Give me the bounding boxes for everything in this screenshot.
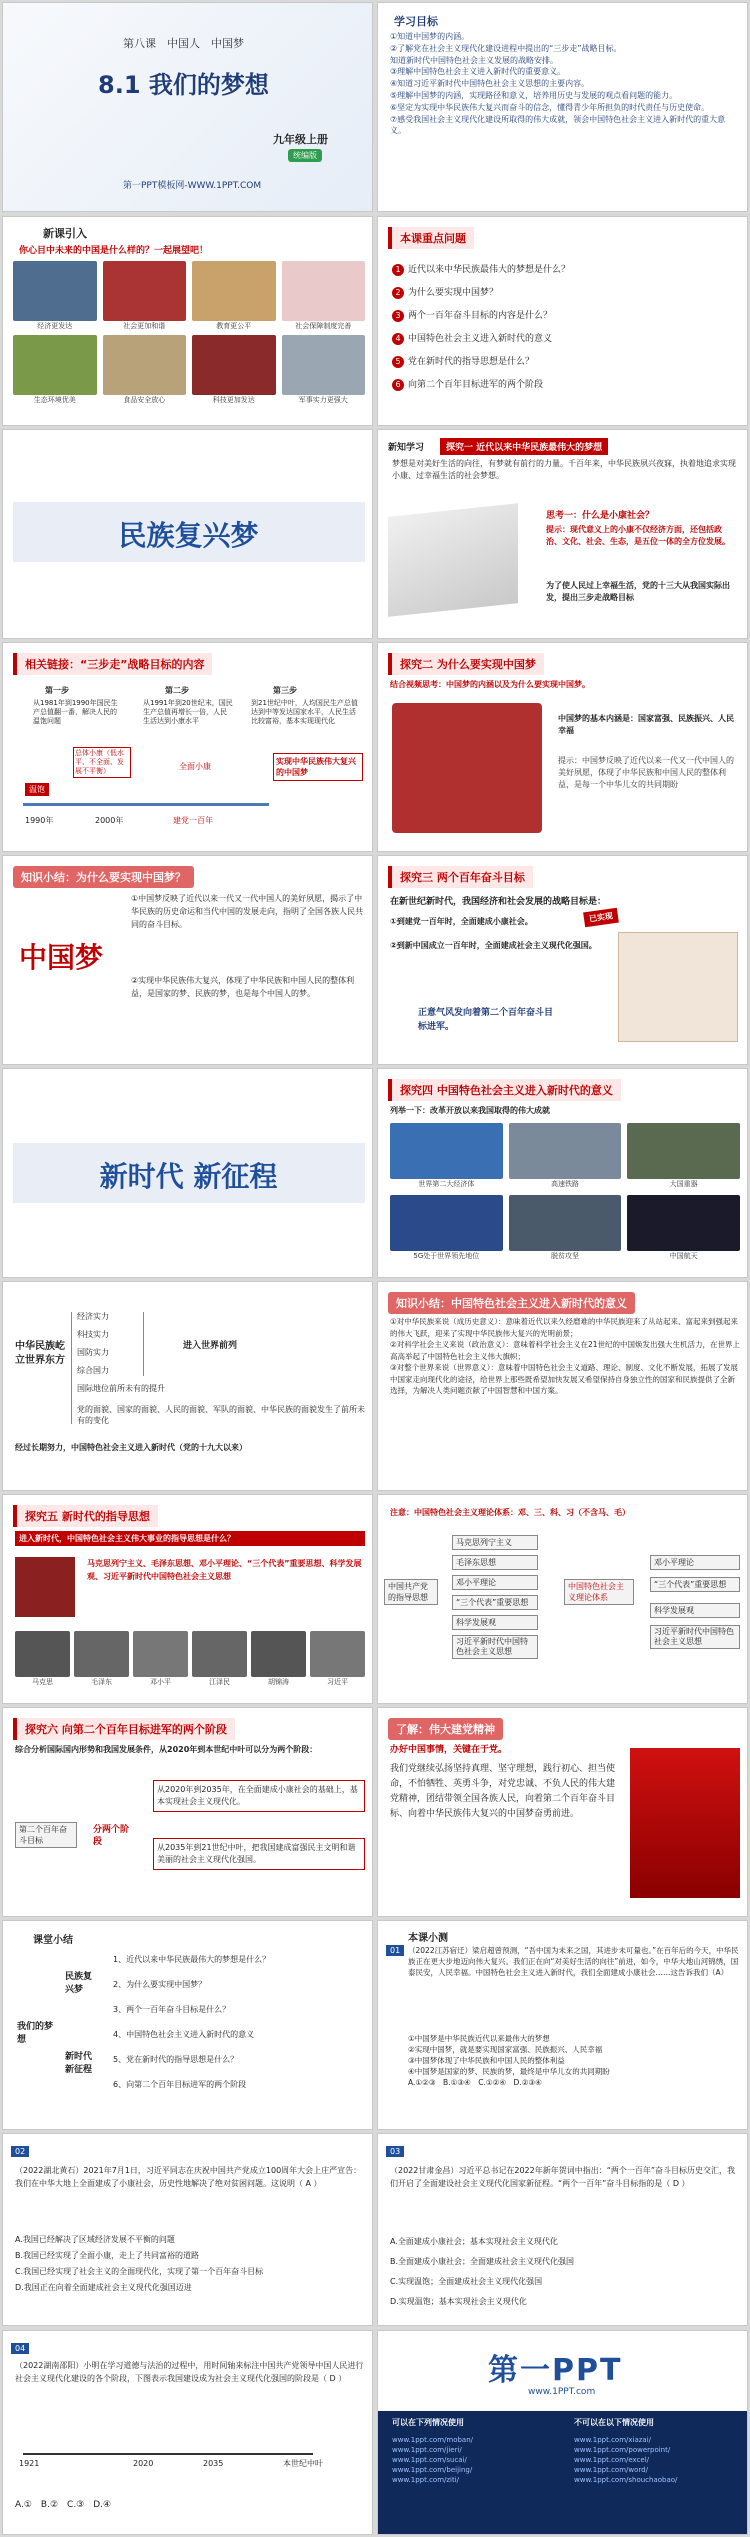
intro-title: 新课引入 [43, 227, 87, 240]
resource-link[interactable]: www.1ppt.com/excel/ [574, 2456, 650, 2464]
tick-label: 1921 [19, 2459, 40, 2468]
leader-row [15, 1631, 365, 1687]
quiz-question: （2022江苏宿迁）梁启超曾预测，“吾中国为未来之国，其进步未可量也。”在百年后的今天，中华民族正在更大步地迈向伟大复兴。我们正在向“对美好生活的向往”前进，如今，中华大地山河锦绣，国泰民安，人民幸福。中国特色社会主义进入新时代，我们全面建成小康社会……这告诉我们（A） [408, 1946, 739, 1977]
leader-card: 习近平 [310, 1631, 365, 1687]
strength-item: 国际地位前所未有的提升 [77, 1384, 165, 1393]
link-list [392, 2435, 473, 2485]
done-stamp: 已实现 [583, 908, 619, 928]
objective-item: ②了解党在社会主义现代化建设进程中提出的“三步走”战略目标。 [390, 43, 622, 53]
resource-link[interactable]: www.1ppt.com/shouchaobao/ [574, 2476, 678, 2484]
new-label: 新知学习 [388, 443, 425, 453]
leader-photo [251, 1631, 306, 1677]
slide-quiz-1[interactable] [377, 1920, 748, 2130]
explore-banner: 探究一 近代以来中华民族最伟大的梦想 [440, 438, 608, 455]
slide-section-new-era[interactable] [2, 1068, 373, 1278]
strength-item: 科技实力 [77, 1330, 109, 1339]
key-item: 2 为什么要实现中国梦？ [392, 282, 742, 305]
explore-6-banner: 探究六 向第二个百年目标进军的两个阶段 [13, 1718, 235, 1740]
intro-question: 你心目中未来的中国是什么样的？一起展望吧！ [19, 246, 209, 256]
achievements-intro: 列举一下：改革开放以来我国取得的伟大成就 [390, 1106, 550, 1115]
explore-5-banner: 探究五 新时代的指导思想 [13, 1505, 158, 1527]
slide-summary-1[interactable] [2, 855, 373, 1065]
two-stage-label: 分两个阶段 [93, 1825, 130, 1847]
goals-caption: 正意气风发向着第二个百年奋斗目标进军。 [418, 1008, 554, 1032]
summary-item: 1、近代以来中华民族最伟大的梦想是什么？ [113, 1955, 271, 1964]
theory-item: “三个代表”重要思想 [650, 1577, 740, 1592]
summary-item: 5、党在新时代的指导思想是什么？ [113, 2055, 239, 2064]
think-text: 思考一：什么是小康社会？ [546, 511, 655, 521]
leader-photo [74, 1631, 129, 1677]
second-goal-box: 第二个百年奋斗目标 [15, 1822, 77, 1848]
theory-item: 科学发展观 [650, 1603, 740, 1618]
slide-intro[interactable] [2, 216, 373, 426]
resource-link[interactable]: www.1ppt.com/beijing/ [392, 2466, 473, 2474]
step-1: 第一步 [45, 686, 69, 695]
theory-system-box: 中国特色社会主义理论体系 [564, 1579, 634, 1605]
year-2000: 2000年 [95, 816, 124, 825]
theory-item: 邓小平理论 [650, 1555, 740, 1570]
full-label: 全面小康 [179, 762, 211, 771]
guide-item: 习近平新时代中国特色社会主义思想 [452, 1635, 538, 1659]
resource-link[interactable]: www.1ppt.com/sucai/ [392, 2456, 467, 2464]
timeline-axis [23, 2453, 313, 2455]
video-image[interactable] [392, 703, 542, 833]
objective-item: ④知道习近平新时代中国特色社会主义思想的主要内容。 [390, 79, 590, 89]
strength-item: 经济实力 [77, 1312, 109, 1321]
significance-1: ①对中华民族来说（成历史意义）：意味着近代以来久经磨难的中华民族迎来了从站起来、富起来到强起来的伟大飞跃，迎来了实现中华民族伟大复兴的光明前景； [390, 1317, 738, 1338]
quiz-no: 02 [11, 2146, 29, 2157]
quiz-option: D.实现温饱；基本实现社会主义现代化 [390, 2297, 527, 2306]
significance-2: ②对科学社会主义来说（政治意义）：意味着科学社会主义在21世纪的中国焕发出强大生机活力，在世界上高高举起了中国特色社会主义伟大旗帜； [390, 1340, 741, 1361]
leader-card: 毛泽东 [74, 1631, 129, 1687]
strategy-text: 为了使人民过上幸福生活，党的十三大从我国实际出发，提出三步走战略目标 [546, 581, 730, 602]
quiz-option: ③中国梦体现了中华民族和中国人民的整体利益 [408, 2056, 565, 2065]
step-2: 第二步 [165, 686, 189, 695]
quiz-no: 04 [11, 2343, 29, 2354]
strength-item: 综合国力 [77, 1366, 109, 1375]
video-question: 结合视频思考：中国梦的内涵以及为什么要实现中国梦。 [390, 680, 590, 689]
pic-card: 世界第二大经济体 [390, 1123, 503, 1189]
weapons-image [627, 1123, 740, 1179]
slide-section-dream[interactable] [2, 429, 373, 639]
tick-label: 2035 [203, 2459, 224, 2468]
slide-explore-5[interactable] [2, 1494, 373, 1704]
slide-explore-6[interactable] [2, 1707, 373, 1917]
cover-title: 8.1 我们的梦想 [98, 71, 269, 99]
new-era-line: 经过长期努力，中国特色社会主义进入新时代（党的十九大以来） [15, 1443, 247, 1452]
root-node: 我们的梦想 [17, 2022, 54, 2045]
poverty-image [509, 1195, 622, 1251]
quiz-question: （2022湖北黄石）2021年7月1日，习近平同志在庆祝中国共产党成立100周年大会上庄严宣告：我们在中华大地上全面建成了小康社会，历史性地解决了绝对贫困问题。这说明（ A ） [15, 2166, 362, 2188]
summary-item: 3、两个一百年奋斗目标是什么？ [113, 2005, 231, 2014]
pic-card: 军事实力更强大 [282, 335, 366, 405]
slide-quiz-3[interactable] [377, 2133, 748, 2326]
summary-item: 2、为什么要实现中国梦？ [113, 1980, 207, 1989]
leader-card: 邓小平 [133, 1631, 188, 1687]
quiz-choices: A.① B.② C.③ D.④ [15, 2500, 112, 2510]
guide-answer: 马克思列宁主义、毛泽东思想、邓小平理论、“三个代表”重要思想、科学发展观、习近平新时代中国特色社会主义思想 [87, 1559, 362, 1581]
guide-item: 科学发展观 [452, 1615, 538, 1630]
slide-objectives[interactable] [377, 2, 748, 212]
spirit-sub: 办好中国事情，关键在于党。 [390, 1745, 508, 1755]
slide-explore-3[interactable] [377, 855, 748, 1065]
key-item: 1 近代以来中华民族最伟大的梦想是什么？ [392, 259, 742, 282]
branch-2: 新时代新征程 [65, 2052, 93, 2075]
objective-item: ③理解中国特色社会主义进入新时代的重要意义。 [390, 67, 566, 77]
step-1-desc: 从1981年到1990年国民生产总值翻一番，解决人民的温饱问题 [33, 699, 118, 725]
leader-photo [15, 1631, 70, 1677]
branch-1: 民族复兴梦 [65, 1972, 93, 1995]
step-2-desc: 从1991年到20世纪末，国民生产总值再增长一倍，人民生活达到小康水平 [143, 699, 233, 725]
quiz-choices: A.①②③ B.①③④ C.①②④ D.②③④ [408, 2078, 542, 2087]
spirit-banner: 了解：伟大建党精神 [388, 1718, 503, 1740]
theory-item: 习近平新时代中国特色社会主义思想 [650, 1625, 740, 1649]
slide-quiz-4[interactable] [2, 2330, 373, 2535]
brand-site: www.1PPT.com [528, 2387, 596, 2397]
significance-text [390, 1316, 740, 1397]
leader-photo [310, 1631, 365, 1677]
quiz-option: C.实现温饱；全面建成社会主义现代化强国 [390, 2277, 543, 2286]
quiz-options [15, 2232, 365, 2296]
summary-list [113, 1947, 270, 2097]
pic-card: 经济更发达 [13, 261, 97, 331]
section-title: 民族复兴梦 [118, 519, 259, 552]
quiz-question: （2022甘肃金昌）习近平总书记在2022年新年贺词中指出：“两个一百年”奋斗目标历史交汇，我们开启了全面建设社会主义现代化国家新征程。“两个一百年”奋斗目标指的是（ D ） [390, 2166, 736, 2188]
strength-list [77, 1308, 165, 1398]
quiz-option: A.我国已经解决了区域经济发展不平衡的问题 [15, 2235, 175, 2244]
tip-text: 提示：现代意义上的小康不仅经济方面，还包括政治、文化、社会、生态，是五位一体的全方位发展。 [546, 525, 730, 546]
step-3: 第三步 [273, 686, 297, 695]
slide-quiz-2[interactable] [2, 2133, 373, 2326]
bracket-line [71, 1312, 72, 1424]
significance-3: ③对整个世界来说（世界意义）：意味着中国特色社会主义道路、理论、制度、文化不断发展，拓展了发展中国家走向现代化的途径，给世界上那些既希望加快发展又希望保持自身独立性的国家和民族提供了全新选择，为解决人类问题贡献了中国智慧和中国方案。 [390, 1363, 738, 1395]
slide-party-spirit[interactable] [377, 1707, 748, 1917]
goal-2: ②到新中国成立一百年时，全面建成社会主义现代化强国。 [390, 941, 597, 950]
quiz-option: D.我国正在向着全面建成社会主义现代化强国迈进 [15, 2283, 192, 2292]
pic-card: 5G处于世界领先地位 [390, 1195, 503, 1261]
food-image [103, 335, 187, 395]
intro-pics [13, 261, 365, 405]
resource-link[interactable]: www.1ppt.com/jieri/ [392, 2446, 462, 2454]
meaning-tip: 提示：中国梦反映了近代以来一代又一代中国人的美好夙愿，体现了中华民族和中国人民的整体利益，是每一个中华儿女的共同期盼 [558, 756, 734, 789]
quiz-question: （2022湖南邵阳）小明在学习道德与法治的过程中，用时间轴来标注中国共产党领导中国人民进行社会主义现代化建设的各个阶段，下图表示我国建设成为社会主义现代化强国的阶段是（ D ） [15, 2361, 364, 2383]
ecology-image [13, 335, 97, 395]
resource-link[interactable]: www.1ppt.com/moban/ [392, 2436, 474, 2444]
objectives-list [390, 31, 740, 137]
theory-note: 注意：中国特色社会主义理论体系：邓、三、科、习（不含马、毛） [390, 1508, 630, 1517]
section-title: 新时代 新征程 [99, 1160, 278, 1193]
railway-image [509, 1123, 622, 1179]
party-flag-image [630, 1748, 740, 1898]
tick-label: 2020 [133, 2459, 154, 2468]
pic-card: 教育更公平 [192, 261, 276, 331]
summary-1-banner: 知识小结：为什么要实现中国梦？ [13, 866, 194, 888]
steps-banner: 相关链接：“三步走”战略目标的内容 [13, 653, 212, 675]
party-guide-box: 中国共产党的指导思想 [384, 1579, 438, 1605]
achievement-pics [390, 1123, 740, 1261]
rise-label: 中华民族屹立世界东方 [15, 1341, 65, 1366]
tech-image [192, 335, 276, 395]
newspaper-image [618, 932, 738, 1042]
summary-p2: ②实现中华民族伟大复兴，体现了中华民族和中国人民的整体利益，是国家的梦、民族的梦，也是每个中国人的梦。 [131, 976, 355, 998]
objective-item: ⑥坚定为实现中华民族伟大复兴而奋斗的信念，懂得青少年所担负的时代责任与历史使命。 [390, 102, 710, 112]
tick-label: 本世纪中叶 [283, 2459, 323, 2468]
front-label: 进入世界前列 [183, 1341, 238, 1351]
year-1990: 1990年 [25, 816, 54, 825]
resource-link[interactable]: www.1ppt.com/xiazai/ [574, 2436, 652, 2444]
brand-logo: 第一PPT [488, 2353, 623, 2388]
slide-explore-4[interactable] [377, 1068, 748, 1278]
stage-2-box: 从2035年到21世纪中叶，把我国建成富强民主文明和谐美丽的社会主义现代化强国。 [153, 1838, 365, 1870]
explore-3-banner: 探究三 两个百年奋斗目标 [388, 866, 533, 888]
quiz-option: B.全面建成小康社会；全面建成社会主义现代化强国 [390, 2257, 575, 2266]
quiz-option: B.我国已经实现了全面小康，走上了共同富裕的道路 [15, 2251, 200, 2260]
stage-1-box: 从2020年到2035年，在全面建成小康社会的基础上，基本实现社会主义现代化。 [153, 1780, 365, 1812]
economy-image [390, 1123, 503, 1179]
space-image [627, 1195, 740, 1251]
quiz-option: ④中国梦是国家的梦、民族的梦，最终是中华儿女的共同期盼 [408, 2067, 610, 2076]
faces-text: 党的面貌、国家的面貌、人民的面貌、军队的面貌、中华民族的面貌发生了前所未有的变化 [77, 1405, 365, 1425]
pic-card: 社会更加和谐 [103, 261, 187, 331]
slide-three-steps[interactable] [2, 642, 373, 852]
leader-card: 胡锦涛 [251, 1631, 306, 1687]
quiz-no: 01 [386, 1945, 404, 1956]
society-image [103, 261, 187, 321]
stages-intro: 综合分析国际国内形势和我国发展条件，从2020年到本世纪中叶可以分为两个阶段： [15, 1745, 318, 1754]
pic-card: 生态环境优美 [13, 335, 97, 405]
key-list [392, 259, 742, 397]
pic-card: 高速铁路 [509, 1123, 622, 1189]
pic-card: 社会保障制度完善 [282, 261, 366, 331]
slide-progress[interactable] [2, 1281, 373, 1491]
chapter-label: 第八课 中国人 中国梦 [123, 37, 244, 50]
quiz-options [390, 2232, 740, 2312]
key-item: 4 中国特色社会主义进入新时代的意义 [392, 328, 742, 351]
summary-title: 课堂小结 [33, 1935, 73, 1946]
quiz-option: C.我国已经实现了社会主义的全面现代化，实现了第一个百年奋斗目标 [15, 2267, 264, 2276]
pic-card: 中国航天 [627, 1195, 740, 1261]
objective-item: ⑦感受我国社会主义现代化建设所取得的伟大成就，领会中国特色社会主义进入新时代的重大意义。 [390, 114, 726, 136]
education-image [192, 261, 276, 321]
bracket-line-2 [143, 1312, 144, 1376]
slide-explore-2[interactable] [377, 642, 748, 852]
chinese-dream-logo: 中国梦 [19, 941, 104, 974]
timeline-axis [23, 803, 269, 806]
dream-text: 梦想是对美好生活的向往，有梦就有前行的力量。千百年来，中华民族夙兴夜寐，执着地追求实现小康、过幸福生活的社会梦想。 [392, 459, 736, 480]
portrait-image [15, 1557, 75, 1617]
summary-2-banner: 知识小结：中国特色社会主义进入新时代的意义 [388, 1292, 635, 1314]
guide-item: 马克思列宁主义 [452, 1535, 538, 1550]
book-image [388, 503, 518, 617]
leader-photo [133, 1631, 188, 1677]
slide-key-questions[interactable] [377, 216, 748, 426]
publisher-badge: 统编版 [288, 149, 322, 162]
resource-link[interactable]: www.1ppt.com/ziti/ [392, 2476, 460, 2484]
year-party: 建党一百年 [173, 816, 213, 825]
link-list-2 [574, 2435, 677, 2485]
quiz-option: ①中国梦是中华民族近代以来最伟大的梦想 [408, 2034, 550, 2043]
guide-item: “三个代表”重要思想 [452, 1595, 538, 1610]
slide-cover[interactable] [2, 2, 373, 212]
security-image [282, 261, 366, 321]
quiz-option: ②实现中国梦，就是要实现国家富强、民族振兴、人民幸福 [408, 2045, 603, 2054]
quiz-no: 03 [386, 2146, 404, 2157]
key-item: 5 党在新时代的指导思想是什么？ [392, 351, 742, 374]
summary-p1: ①中国梦反映了近代以来一代又一代中国人的美好夙愿，揭示了中华民族的历史命运和当代中国的发展走向，指明了全国各族人民共同的奋斗目标。 [131, 894, 363, 929]
warm-label: 温饱 [25, 783, 49, 796]
goal-1: ①到建党一百年时，全面建成小康社会。 [390, 917, 533, 926]
goals-intro: 在新世纪新时代，我国经济和社会发展的战略目标是： [390, 897, 607, 907]
resource-link[interactable]: www.1ppt.com/word/ [574, 2466, 648, 2474]
grade-label: 九年级上册 [273, 133, 328, 146]
slide-explore-1[interactable] [377, 429, 748, 639]
objectives-title: 学习目标 [394, 15, 438, 28]
objective-item: 知道新时代中国特色社会主义发展的战略安排。 [390, 55, 558, 65]
military-image [282, 335, 366, 395]
guide-item: 邓小平理论 [452, 1575, 538, 1590]
mid-box: 总体小康（低水平、不全面、发展不平衡） [73, 747, 131, 778]
slide-summary-2[interactable] [377, 1281, 748, 1491]
slide-theory-system[interactable] [377, 1494, 748, 1704]
pic-card: 脱贫攻坚 [509, 1195, 622, 1261]
key-item: 3 两个一百年奋斗目标的内容是什么？ [392, 305, 742, 328]
allowed-title: 可以在下列情况使用 [392, 2418, 464, 2427]
pic-card: 大国重器 [627, 1123, 740, 1189]
city-image [13, 261, 97, 321]
pic-card: 科技更加发达 [192, 335, 276, 405]
5g-image [390, 1195, 503, 1251]
summary-item: 6、向第二个百年目标进军的两个阶段 [113, 2080, 247, 2089]
strength-item: 国防实力 [77, 1348, 109, 1357]
meaning-text: 中国梦的基本内涵是：国家富强、民族振兴、人民幸福 [558, 714, 734, 735]
explore-4-banner: 探究四 中国特色社会主义进入新时代的意义 [388, 1079, 621, 1101]
goal-box: 实现中华民族伟大复兴的中国梦 [273, 753, 363, 781]
summary-item: 4、中国特色社会主义进入新时代的意义 [113, 2030, 255, 2039]
spirit-text: 我们党继续弘扬坚持真理、坚守理想，践行初心、担当使命，不怕牺牲、英勇斗争，对党忠诚、不负人民的伟大建党精神，团结带领全国各族人民，向着第二个百年奋斗目标、向着中华民族伟大复兴的中国梦奋勇前进。 [390, 1764, 616, 1819]
slide-credits[interactable] [377, 2330, 748, 2535]
quiz-options [408, 2033, 742, 2088]
objective-item: ⑤理解中国梦的内涵，实现路径和意义，培养用历史与发展的观点看问题的能力。 [390, 90, 678, 100]
guide-item: 毛泽东思想 [452, 1555, 538, 1570]
pic-card: 食品安全放心 [103, 335, 187, 405]
step-3-desc: 到21世纪中叶，人均国民生产总值达到中等发达国家水平，人民生活比较富裕，基本实现现代化 [251, 699, 358, 725]
leader-card: 马克思 [15, 1631, 70, 1687]
key-title: 本课重点问题 [388, 227, 474, 249]
quiz-title: 本课小测 [408, 1933, 448, 1944]
forbidden-title: 不可以在以下情况使用 [574, 2418, 654, 2427]
key-item: 6 向第二个百年目标进军的两个阶段 [392, 374, 742, 397]
explore-2-banner: 探究二 为什么要实现中国梦 [388, 653, 544, 675]
quiz-option: A.全面建成小康社会；基本实现社会主义现代化 [390, 2237, 558, 2246]
leader-card: 江泽民 [192, 1631, 247, 1687]
leader-photo [192, 1631, 247, 1677]
resource-link[interactable]: www.1ppt.com/powerpoint/ [574, 2446, 671, 2454]
slide-class-summary[interactable] [2, 1920, 373, 2130]
objective-item: ①知道中国梦的内涵。 [390, 32, 470, 41]
cover-footer: 第一PPT模板网-WWW.1PPT.COM [123, 181, 262, 191]
guide-question: 进入新时代，中国特色社会主义伟大事业的指导思想是什么？ [15, 1531, 365, 1546]
